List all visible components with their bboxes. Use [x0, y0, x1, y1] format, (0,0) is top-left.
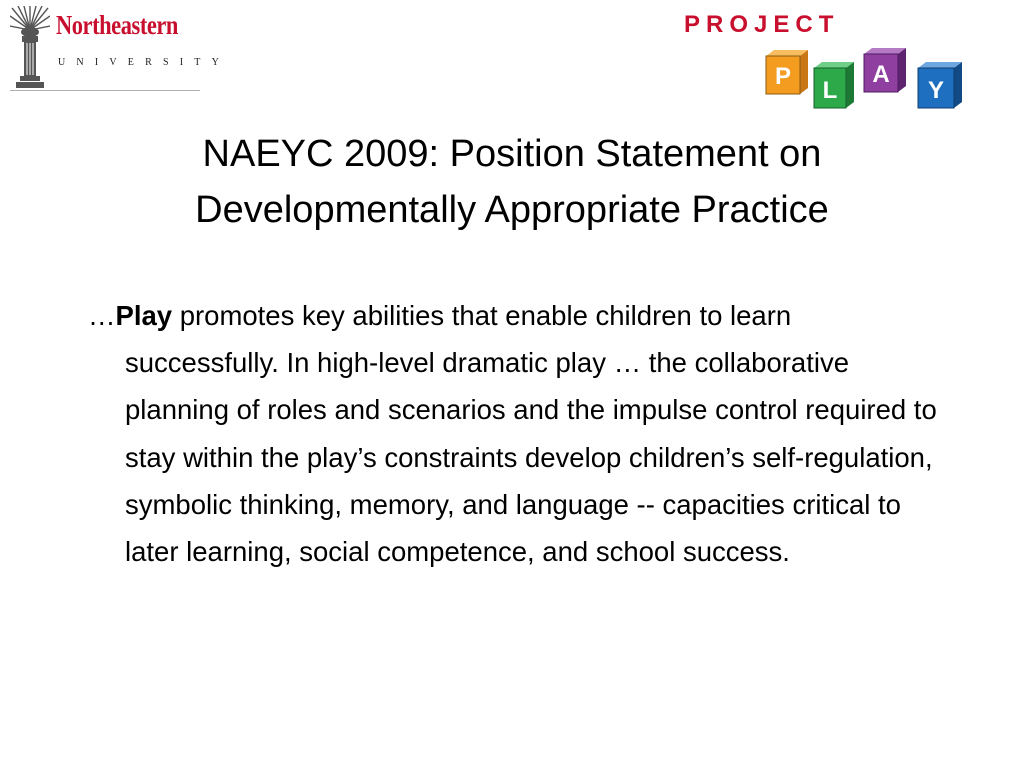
play-blocks-icon — [764, 46, 972, 110]
northeastern-logo — [10, 6, 230, 96]
body-emphasis: Play — [115, 300, 173, 331]
block-p — [766, 50, 808, 94]
slide-title — [60, 126, 964, 238]
block-letter-a: A — [872, 61, 890, 88]
block-y — [918, 62, 962, 108]
block-a — [864, 48, 906, 92]
block-letter-y: Y — [927, 77, 945, 104]
university-wordmark: UNIVERSITY — [58, 57, 230, 68]
title-line-2: Developmentally Appropriate Practice — [195, 189, 829, 231]
logo-divider — [10, 90, 200, 91]
body-text: promotes key abilities that enable children to learn successfully. In high-level dramatic play … the collaborative planning of roles and scenarios and the impulse control required to stay within the play’s constraints develop children’s self-regulation, symbolic thinking, memory, and language -- capacities critical to later learning, social competence, and school success. — [125, 300, 937, 568]
project-play-logo — [680, 10, 972, 110]
block-letter-p: P — [774, 63, 792, 90]
block-letter-l: L — [822, 77, 838, 104]
northeastern-emblem-icon — [10, 6, 50, 92]
body-ellipsis: … — [88, 300, 116, 331]
title-line-1: NAEYC 2009: Position Statement on — [202, 133, 822, 175]
northeastern-wordmark: Northeastern — [56, 10, 178, 40]
body-paragraph — [88, 292, 938, 575]
block-l — [814, 62, 854, 108]
project-wordmark: PROJECT — [684, 11, 840, 38]
